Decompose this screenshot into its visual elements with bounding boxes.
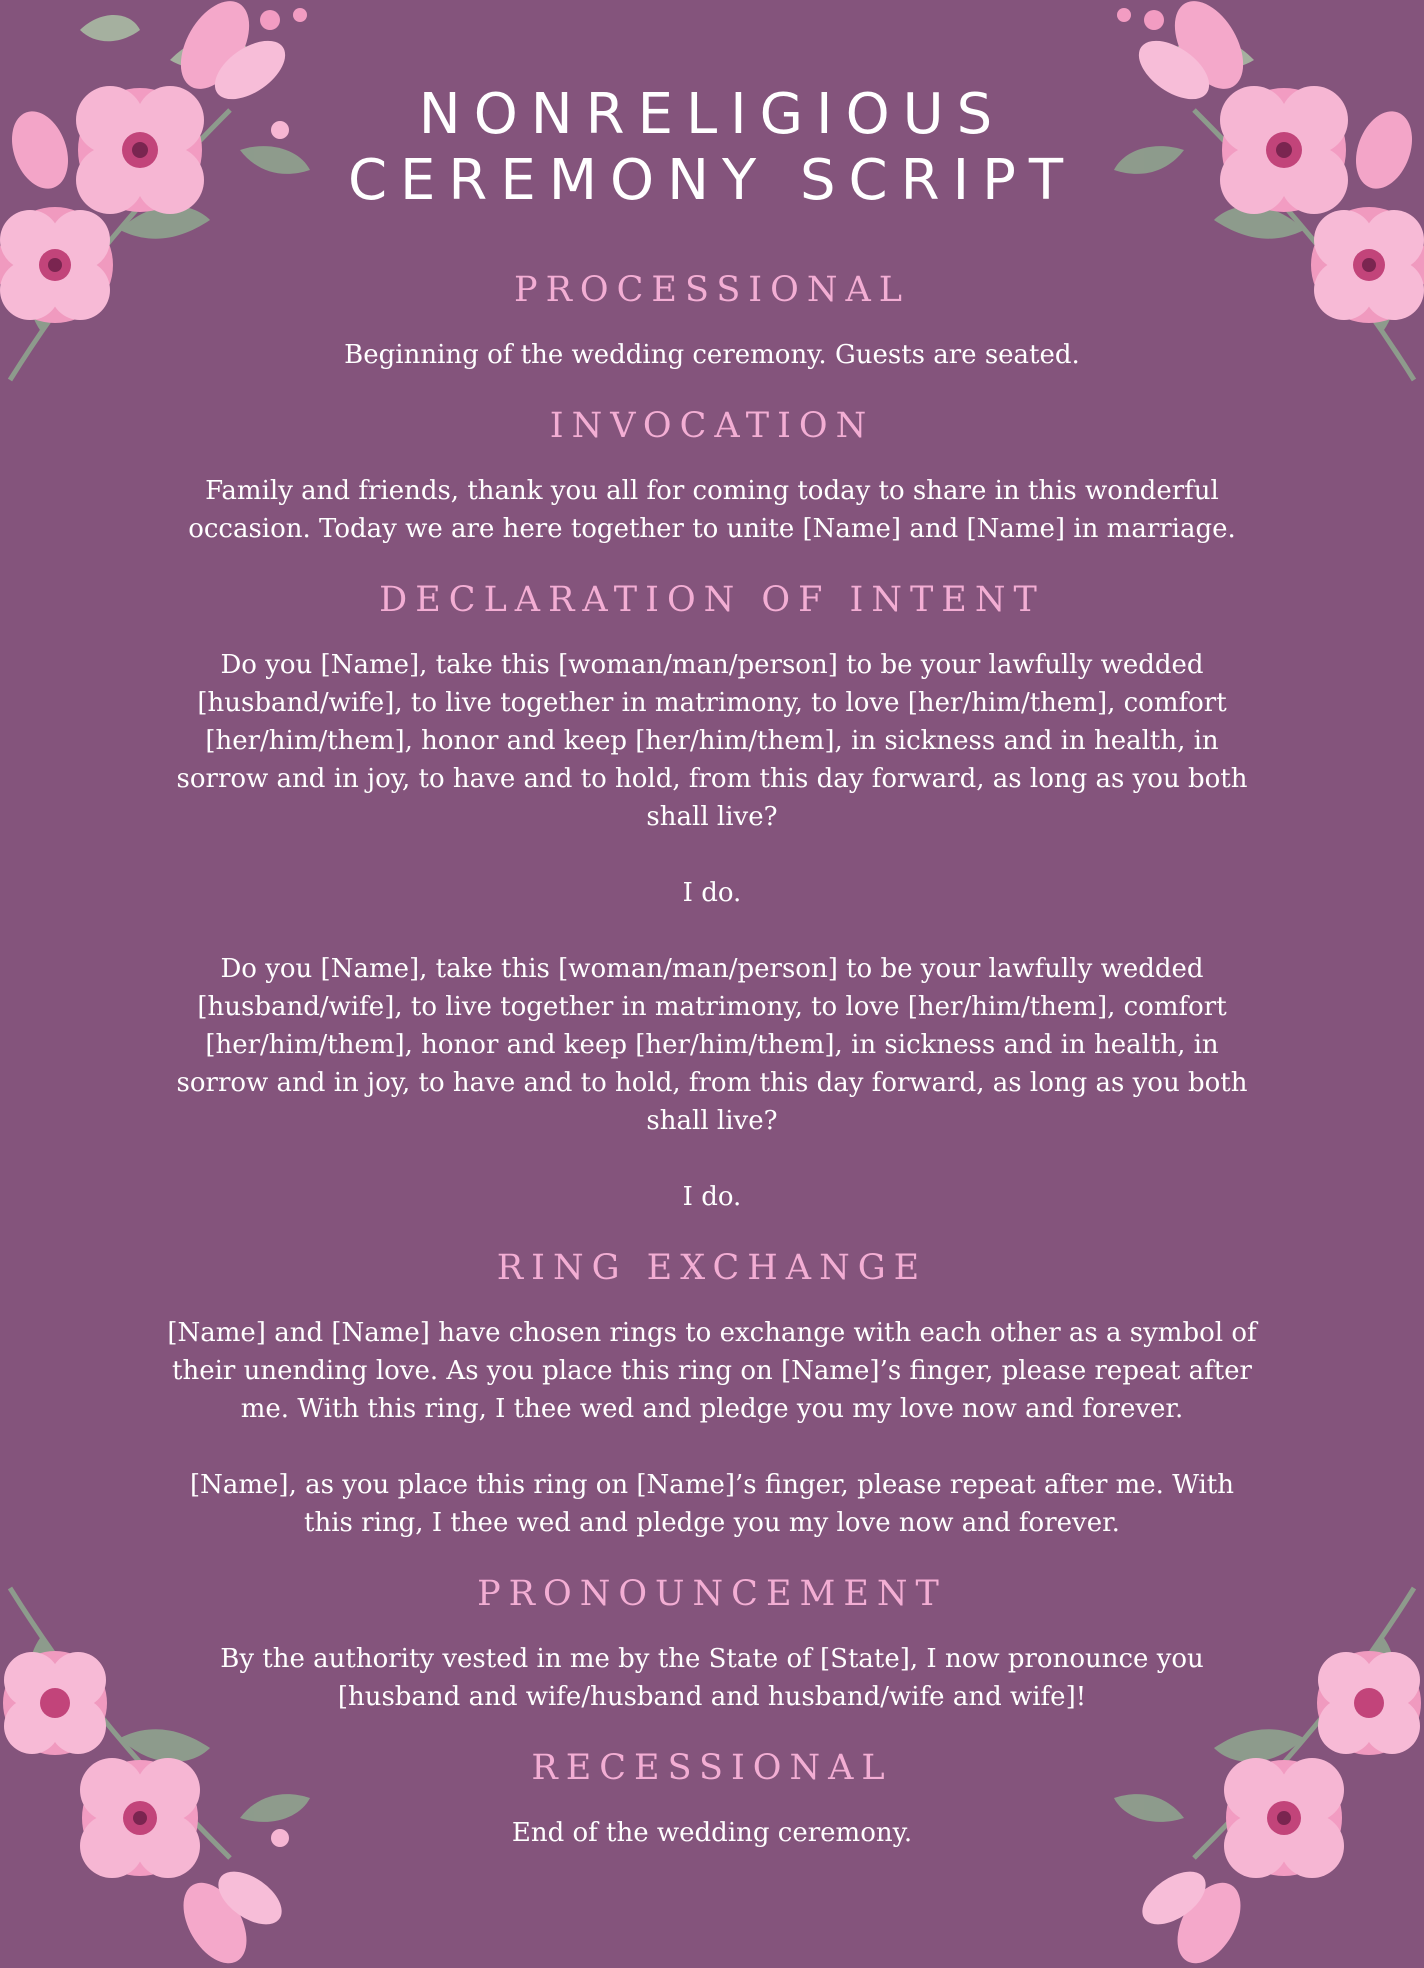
text-declaration-question-1: Do you [Name], take this [woman/man/person] to be your lawfully wedded [husband/wife], to live together in matrimony, to love [her/him/them], comfort [her/him/them], honor and keep [her/him/them], in sickness and in health, in sorrow and in joy, to have and to hold, from this day forward, as long as you both shall live? (176, 650, 1248, 832)
heading-ring-exchange: RING EXCHANGE (496, 1248, 928, 1288)
text-ring-exchange-2: [Name], as you place this ring on [Name]’s finger, please repeat after me. With this ring, I thee wed and pledge you my love now and forever. (190, 1470, 1234, 1538)
heading-pronouncement: PRONOUNCEMENT (477, 1574, 947, 1614)
heading-recessional: RECESSIONAL (531, 1748, 893, 1788)
script-content (162, 262, 1262, 1852)
heading-invocation: INVOCATION (549, 406, 875, 446)
text-recessional: End of the wedding ceremony. (511, 1818, 913, 1848)
text-processional: Beginning of the wedding ceremony. Guests are seated. (344, 340, 1080, 370)
page-title-line-1: NONRELIGIOUS (418, 82, 1006, 147)
heading-processional: PROCESSIONAL (514, 270, 910, 310)
text-declaration-question-2: Do you [Name], take this [woman/man/person] to be your lawfully wedded [husband/wife], to live together in matrimony, to love [her/him/them], comfort [her/him/them], honor and keep [her/him/them], in sickness and in health, in sorrow and in joy, to have and to hold, from this day forward, as long as you both shall live? (176, 954, 1248, 1136)
text-ring-exchange-1: [Name] and [Name] have chosen rings to exchange with each other as a symbol of their unending love. As you place this ring on [Name]’s finger, please repeat after me. With this ring, I thee wed and pledge you my love now and forever. (167, 1318, 1257, 1424)
text-invocation: Family and friends, thank you all for coming today to share in this wonderful occasion. Today we are here together to unite [Name] and [Name] in marriage. (188, 476, 1236, 544)
heading-declaration: DECLARATION OF INTENT (379, 580, 1045, 620)
text-declaration-answer-2: I do. (682, 1182, 742, 1212)
text-declaration-answer-1: I do. (682, 878, 742, 908)
text-pronouncement: By the authority vested in me by the State of [State], I now pronounce you [husband and wife/husband and husband/wife and wife]! (220, 1644, 1204, 1712)
page-title (0, 82, 1424, 214)
page-title-line-2: CEREMONY SCRIPT (347, 148, 1077, 213)
